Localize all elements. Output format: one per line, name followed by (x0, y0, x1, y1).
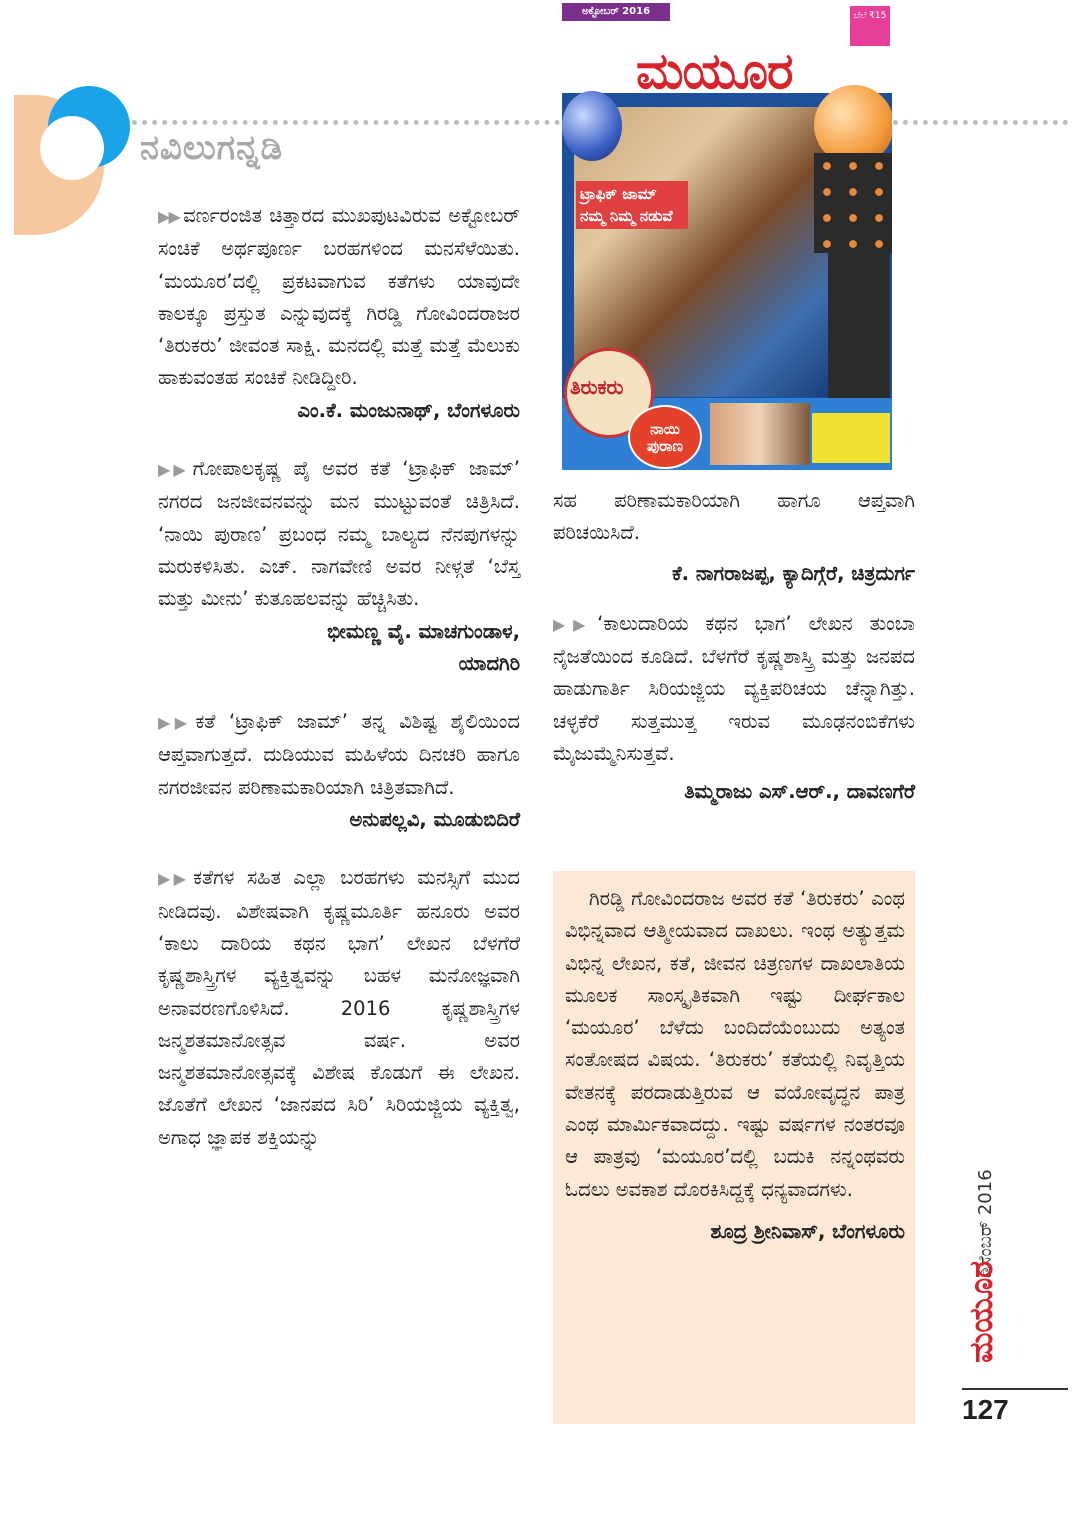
arrow-icon: ▶▶ (553, 614, 594, 634)
letter-2 (158, 453, 520, 615)
letter-3-text: ಕತೆ ‘ಟ್ರಾಫಿಕ್ ಜಾಮ್’ ತನ್ನ ವಿಶಿಷ್ಟ ಶೈಲಿಯಿಂದ ಆಪ್ತವಾಗುತ್ತದೆ. ದುಡಿಯುವ ಮಹಿಳೆಯ ದಿನಚರಿ ಹಾಗೂ ನಗರಜೀವನ ಪರಿಣಾಮಕಾರಿಯಾಗಿ ಚಿತ್ರಿತವಾಗಿದೆ. (158, 710, 520, 799)
magazine-cover-image (562, 3, 892, 470)
cover-photo (710, 403, 810, 465)
cover-blurb (812, 413, 890, 463)
letter-5-author: ತಿಮ್ಮರಾಜು ಎಸ್.ಆರ್., ದಾವಣಗೆರೆ (684, 780, 915, 804)
letter-1-text: ವರ್ಣರಂಜಿತ ಚಿತ್ತಾರದ ಮುಖಪುಟವಿರುವ ಅಕ್ಟೋಬರ್ ಸಂಚಿಕೆ ಅರ್ಥಪೂರ್ಣ ಬರಹಗಳಿಂದ ಮನಸೆಳೆಯಿತು. ‘ಮಯೂರ’ದಲ್ಲಿ ಪ್ರಕಟವಾಗುವ ಕತೆಗಳು ಯಾವುದೇ ಕಾಲಕ್ಕೂ ಪ್ರಸ್ತುತ ಎನ್ನುವುದಕ್ಕೆ ಗಿರಡ್ಡಿ ಗೋವಿಂದರಾಜರ ‘ತಿರುಕರು’ ಜೀವಂತ ಸಾಕ್ಷಿ. ಮನದಲ್ಲಿ ಮತ್ತೆ ಮತ್ತೆ ಮೆಲುಕು ಹಾಕುವಂತಹ ಸಂಚಿಕೆ ನೀಡಿದ್ದೀರಿ. (158, 204, 520, 390)
side-logo-text: ಮಯೂರ (962, 1260, 1000, 1363)
side-logo (960, 1245, 1000, 1365)
cover-side-panel (828, 253, 890, 398)
highlight-text: ಗಿರಡ್ಡಿ ಗೋವಿಂದರಾಜ ಅವರ ಕತೆ ‘ತಿರುಕರು’ ಎಂಥ ವಿಭಿನ್ನವಾದ ಆತ್ಮೀಯವಾದ ದಾಖಲು. ಇಂಥ ಅತ್ಯುತ್ತಮ ವಿಭಿನ್ನ ಲೇಖನ, ಕತೆ, ಜೀವನ ಚಿತ್ರಣಗಳ ದಾಖಲಾತಿಯ ಮೂಲಕ ಸಾಂಸ್ಕೃತಿಕವಾಗಿ ಇಷ್ಟು ದೀರ್ಘಕಾಲ ‘ಮಯೂರ’ ಬೆಳೆದು ಬಂದಿದೆಯೆಂಬುದು ಅತ್ಯಂತ ಸಂತೋಷದ ವಿಷಯ. ‘ತಿರುಕರು’ ಕತೆಯಲ್ಲಿ ನಿವೃತ್ತಿಯ ವೇತನಕ್ಕೆ ಪರದಾಡುತ್ತಿರುವ ಆ ವಯೋವೃದ್ಧನ ಪಾತ್ರ ಎಂಥ ಮಾರ್ಮಿಕವಾದದ್ದು. ಇಷ್ಟು ವರ್ಷಗಳ ನಂತರವೂ ಆ ಪಾತ್ರವು ‘ಮಯೂರ’ದಲ್ಲಿ ಬದುಕಿ ನನ್ನಂಥವರು ಓದಲು ಅವಕಾಶ ದೊರಕಿಸಿದ್ದಕ್ಕೆ ಧನ್ಯವಾದಗಳು. (565, 887, 905, 1201)
letter-3-author: ಅನುಪಲ್ಲವಿ, ಮೂಡುಬಿದಿರೆ (349, 808, 520, 832)
letter-2-author: ಭೀಮಣ್ಣ ವೈ. ಮಾಚಗುಂಡಾಳ, (327, 619, 520, 643)
highlight-author: ಶೂದ್ರ ಶ್ರೀನಿವಾಸ್, ಬೆಂಗಳೂರು (710, 1219, 905, 1243)
highlight-content (565, 883, 905, 1248)
letter-4 (158, 862, 520, 1154)
letter-5 (553, 608, 915, 770)
cover-price: ಬೆಲೆ ₹15 (850, 6, 890, 46)
page-number: 127 (962, 1394, 1009, 1425)
dotted-rule-right (893, 120, 1068, 125)
letter-3 (158, 706, 520, 804)
page-number-rule (962, 1388, 1068, 1390)
highlight-letter-box (553, 871, 915, 1424)
cover-date: ಅಕ್ಟೋಬರ್ 2016 (562, 3, 670, 21)
letter-2-author-place: ಯಾದಗಿರಿ (458, 651, 520, 675)
cover-blue-orb (562, 91, 622, 161)
cover-logo: ಮಯೂರ (636, 42, 793, 100)
arrow-icon: ▶▶ (158, 460, 189, 480)
arrow-icon: ▶▶ (158, 869, 190, 889)
letter-2-text: ಗೋಪಾಲಕೃಷ್ಣ ಪೈ ಅವರ ಕತೆ ‘ಟ್ರಾಫಿಕ್ ಜಾಮ್’ ನಗರದ ಜನಜೀವನವನ್ನು ಮನ ಮುಟ್ಟುವಂತೆ ಚಿತ್ರಿಸಿದೆ. ‘ನಾಯಿ ಪುರಾಣ’ ಪ್ರಬಂಧ ನಮ್ಮ ಬಾಲ್ಯದ ನೆನಪುಗಳನ್ನು ಮರುಕಳಿಸಿತು. ಎಚ್. ನಾಗವೇಣಿ ಅವರ ನೀಳ್ಗತೆ ‘ಬೆಸ್ತ ಮತ್ತು ಮೀನು’ ಕುತೂಹಲವನ್ನು ಹೆಚ್ಚಿಸಿತು. (158, 457, 520, 611)
letter-4-text: ಕತೆಗಳ ಸಹಿತ ಎಲ್ಲಾ ಬರಹಗಳು ಮನಸ್ಸಿಗೆ ಮುದ ನೀಡಿದವು. ವಿಶೇಷವಾಗಿ ಕೃಷ್ಣಮೂರ್ತಿ ಹನೂರು ಅವರ ‘ಕಾಲು ದಾರಿಯ ಕಥನ ಭಾಗ’ ಲೇಖನ ಬೆಳಗೆರೆ ಕೃಷ್ಣಶಾಸ್ತ್ರಿಗಳ ವ್ಯಕ್ತಿತ್ವವನ್ನು ಬಹಳ ಮನೋಜ್ಞವಾಗಿ ಅನಾವರಣಗೊಳಿಸಿದೆ. 2016 ಕೃಷ್ಣಶಾಸ್ತ್ರಿಗಳ ಜನ್ಮಶತಮಾನೋತ್ಸವ ವರ್ಷ. ಅವರ ಜನ್ಮಶತಮಾನೋತ್ಸವಕ್ಕೆ ವಿಶೇಷ ಕೊಡುಗೆ ಈ ಲೇಖನ. ಜೊತೆಗೆ ಲೇಖನ ‘ಜಾನಪದ ಸಿರಿ’ ಸಿರಿಯಜ್ಜಿಯ ವ್ಯಕ್ತಿತ್ವ, ಅಗಾಧ ಜ್ಞಾಪಕ ಶಕ್ತಿಯನ್ನು (158, 866, 521, 1149)
arrow-icon: ▶▶ (158, 207, 180, 226)
cover-story-label: ತಿರುಕರು (570, 375, 624, 399)
letters-right-column (553, 485, 915, 809)
section-title: ನವಿಲುಗನ್ನಡಿ (140, 128, 283, 168)
cover-bubbles (814, 153, 892, 253)
letter-1-author: ಎಂ.ಕೆ. ಮಂಜುನಾಥ್, ಬೆಂಗಳೂರು (297, 398, 520, 422)
letter-4-continued: ಸಹ ಪರಿಣಾಮಕಾರಿಯಾಗಿ ಹಾಗೂ ಆಪ್ತವಾಗಿ ಪರಿಚಯಿಸಿದೆ. (553, 489, 915, 545)
dotted-rule-left (132, 120, 560, 125)
cover-headline: ಟ್ರಾಫಿಕ್ ಜಾಮ್ ನಮ್ಮ ನಿಮ್ಮ ನಡುವೆ (576, 181, 688, 229)
issue-month-text: ಡಿಸೆಂಬರ್ 2016 (975, 1169, 996, 1278)
letter-5-text: ‘ಕಾಲುದಾರಿಯ ಕಥನ ಭಾಗ’ ಲೇಖನ ತುಂಬಾ ನೈಜತೆಯಿಂದ ಕೂಡಿದೆ. ಬೆಳಗೆರೆ ಕೃಷ್ಣಶಾಸ್ತ್ರಿ ಮತ್ತು ಜನಪದ ಹಾಡುಗಾರ್ತಿ ಸಿರಿಯಜ್ಜಿಯ ವ್ಯಕ್ತಿಪರಿಚಯ ಚೆನ್ನಾಗಿತ್ತು. ಚಳ್ಳಕೆರೆ ಸುತ್ತಮುತ್ತ ಇರುವ ಮೂಢನಂಬಿಕೆಗಳು ಮೈಜುಮ್ಮೆನಿಸುತ್ತವೆ. (553, 611, 915, 766)
decorative-white-circle (40, 116, 104, 180)
letter-1 (158, 200, 520, 395)
cover-essay-badge: ನಾಯಿ ಪುರಾಣ (628, 405, 702, 469)
arrow-icon: ▶▶ (158, 713, 192, 733)
letter-4-author: ಕೆ. ನಾಗರಾಜಪ್ಪ, ಕ್ಯಾದಿಗ್ಗೆರೆ, ಚಿತ್ರದುರ್ಗ (672, 561, 915, 585)
letters-left-column (158, 200, 520, 1154)
